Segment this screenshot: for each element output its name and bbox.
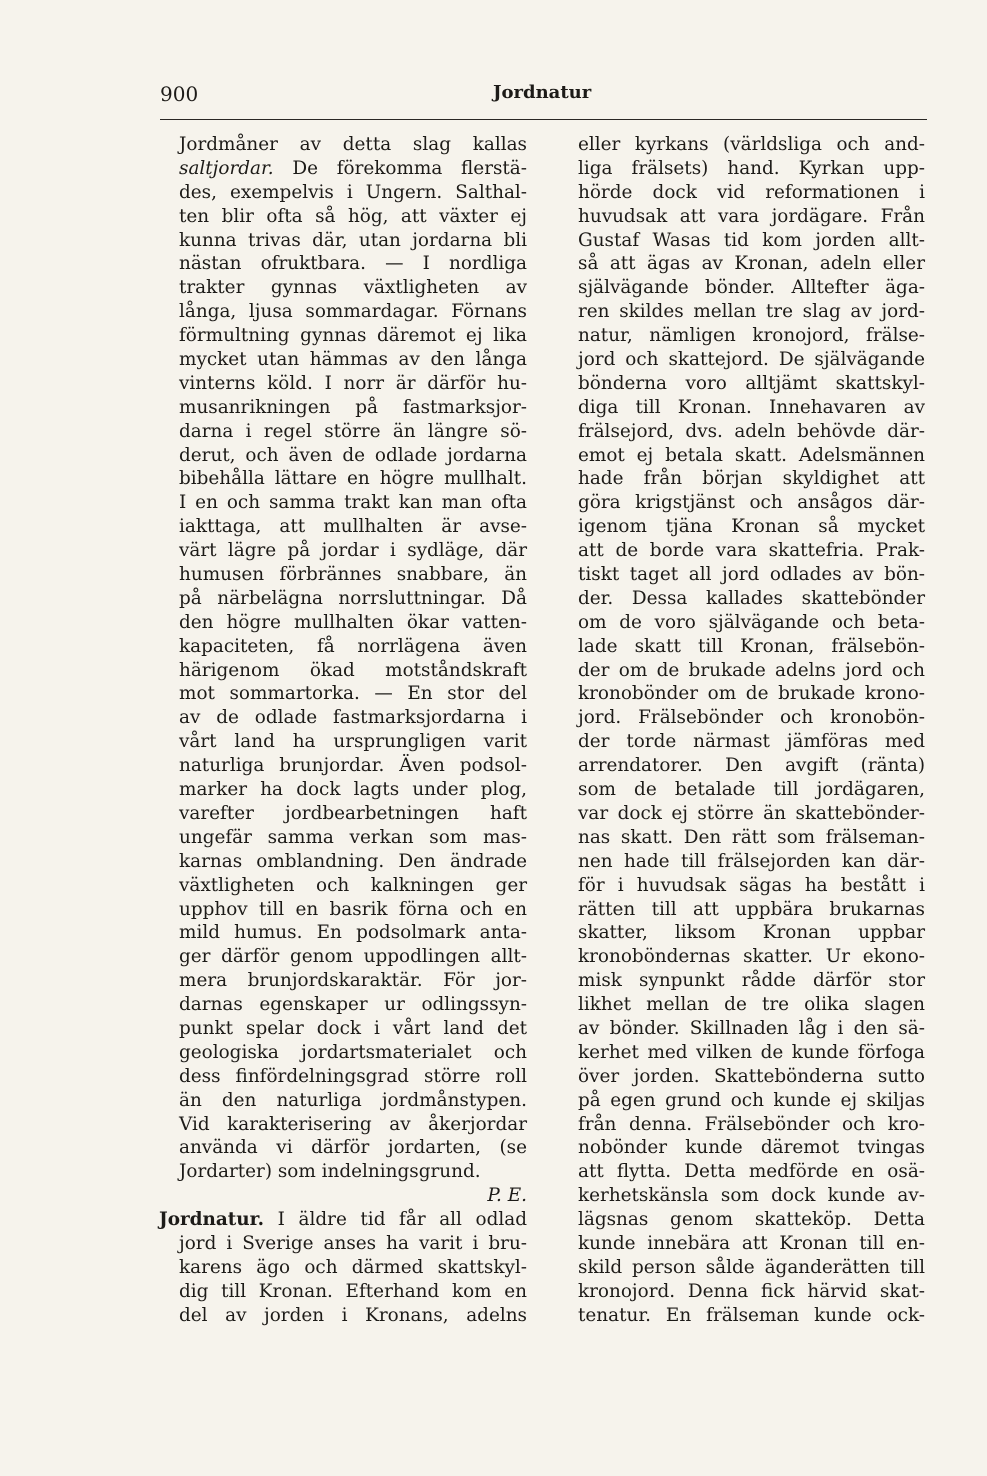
text-line: jord och skattejord. De självägande: [578, 349, 925, 371]
text-line: var dock ej större än skattebönder-: [578, 802, 925, 824]
text-line: ten blir ofta så hög, att växter ej: [179, 205, 527, 227]
text-line: nobönder kunde däremot tvingas: [578, 1137, 925, 1159]
text-line: [179, 157, 527, 181]
text-line: punkt spelar dock i vårt land det: [179, 1017, 527, 1039]
text-line: liga frälsets) hand. Kyrkan upp-: [578, 157, 925, 179]
page-number: 900: [160, 82, 199, 106]
text-line: så att ägas av Kronan, adeln eller: [578, 253, 925, 275]
text-line: bibehålla lättare en högre mullhalt.: [179, 468, 527, 490]
page-header: [160, 78, 927, 118]
text-line: humusen förbrännes snabbare, än: [179, 564, 527, 586]
text-line: eller kyrkans (världsliga och and-: [578, 134, 925, 155]
text-line: kunde innebära att Kronan till en-: [578, 1232, 925, 1254]
entry-line: jord i Sverige anses ha varit i bru-: [179, 1232, 527, 1254]
text-line: geologiska jordartsmaterialet och: [179, 1041, 527, 1063]
text-line: Jordarter) som indelningsgrund.: [179, 1161, 481, 1183]
entry-first-line: [159, 1208, 527, 1232]
text-line: att de borde vara skattefria. Prak-: [578, 540, 925, 562]
text-line: långa, ljusa sommardagar. Förnans: [179, 301, 527, 323]
text-line: der om de brukade adelns jord och: [578, 659, 925, 681]
text-line: kapaciteten, få norrlägena även: [179, 635, 527, 657]
text-line: vårt land ha ursprungligen varit: [179, 731, 527, 753]
text-line: trakter gynnas växtligheten av: [179, 277, 527, 299]
text-line: kunna trivas där, utan jordarna bli: [179, 229, 527, 251]
text-line: musanrikningen på fastmarksjor-: [179, 396, 527, 418]
text-line: derut, och även de odlade jordarna: [179, 444, 527, 466]
text-line: des, exempelvis i Ungern. Salthal-: [179, 181, 527, 203]
text-line: dess finfördelningsgrad större roll: [179, 1065, 527, 1087]
text-line: kerhet med vilken de kunde förfoga: [578, 1041, 925, 1063]
text-line: nästan ofruktbara. — I nordliga: [179, 253, 527, 275]
text-line: upphov till en basrik förna och en: [179, 898, 527, 920]
text-line: diga till Kronan. Innehavaren av: [578, 396, 925, 418]
text-line: än den naturliga jordmånstypen.: [179, 1089, 527, 1111]
text-line: från denna. Frälsebönder och kro-: [578, 1113, 925, 1135]
text-line: igenom tjäna Kronan så mycket: [578, 516, 925, 538]
text-line: bönderna voro alltjämt skattskyl-: [578, 372, 925, 394]
text-line: värt lägre på jordar i sydläge, där: [179, 540, 527, 562]
text-line: den högre mullhalten ökar vatten-: [179, 611, 527, 633]
text-line: av de odlade fastmarksjordarna i: [179, 707, 527, 729]
text-line: om de voro självägande och beta-: [578, 611, 925, 633]
text-line: på egen grund och kunde ej skiljas: [578, 1089, 925, 1111]
text-line: hörde dock vid reformationen i: [578, 181, 925, 203]
text-line: I en och samma trakt kan man ofta: [179, 492, 527, 514]
text-line: frälsejord, dvs. adeln behövde där-: [578, 420, 925, 442]
text-line: hade från början skyldighet att: [578, 468, 925, 490]
text-line: rätten till att uppbära brukarnas: [578, 898, 925, 920]
text-line: huvudsak att vara jordägare. Från: [578, 205, 925, 227]
text-line: darnas egenskaper ur odlingssyn-: [179, 994, 527, 1016]
text-line: ungefär samma verkan som mas-: [179, 826, 527, 848]
text-line: der torde närmast jämföras med: [578, 731, 925, 753]
text-line: Jordmåner av detta slag kallas: [179, 134, 527, 155]
text-line: som de betalade till jordägaren,: [578, 779, 925, 801]
text-line: Vid karakterisering av åkerjordar: [179, 1113, 527, 1135]
text-line: natur, nämligen kronojord, frälse-: [578, 325, 925, 347]
entry-text: I äldre tid får all odlad: [264, 1209, 527, 1231]
text-line: likhet mellan de tre olika slagen: [578, 994, 925, 1016]
entry-headword: Jordnatur.: [159, 1209, 265, 1231]
running-head: Jordnatur: [493, 82, 592, 103]
text-line: kronobönder om de brukade krono-: [578, 683, 925, 705]
text-line: använda vi därför jordarten, (se: [179, 1137, 527, 1159]
text-line: över jorden. Skattebönderna sutto: [578, 1065, 925, 1087]
text-line: kerhetskänsla som dock kunde av-: [578, 1185, 925, 1207]
left-column: [159, 133, 527, 1328]
text-line: skild person sålde äganderätten till: [578, 1256, 925, 1278]
text-line: varefter jordbearbetningen haft: [179, 802, 527, 824]
text-line: naturliga brunjordar. Även podsol-: [179, 755, 527, 777]
text-line: kronojord. Denna fick härvid skat-: [578, 1280, 925, 1302]
entry-line: dig till Kronan. Efterhand kom en: [179, 1280, 527, 1302]
text-line: lade skatt till Kronan, frälsebön-: [578, 635, 925, 657]
text-line: emot ej betala skatt. Adelsmännen: [578, 444, 925, 466]
text-line: arrendatorer. Den avgift (ränta): [578, 755, 925, 777]
text-line: på närbelägna norrsluttningar. Då: [179, 587, 527, 609]
text-line: Gustaf Wasas tid kom jorden allt-: [578, 229, 925, 251]
text-line: tiskt taget all jord odlades av bön-: [578, 564, 925, 586]
header-rule: [160, 119, 927, 120]
text-line: jord. Frälsebönder och kronobön-: [578, 707, 925, 729]
text-line: av bönder. Skillnaden låg i den sä-: [578, 1017, 925, 1039]
text-line: mycket utan hämmas av den långa: [179, 349, 527, 371]
text-line: nen hade till frälsejorden kan där-: [578, 850, 925, 872]
text-line: kronoböndernas skatter. Ur ekono-: [578, 946, 925, 968]
entry-line: del av jorden i Kronans, adelns: [179, 1304, 527, 1326]
text-line: ger därför genom uppodlingen allt-: [179, 946, 527, 968]
author-signature: P. E.: [487, 1185, 527, 1207]
text-line: misk synpunkt rådde därför stor: [578, 970, 925, 992]
text-line: ren skildes mellan tre slag av jord-: [578, 301, 925, 323]
text-fragment: De förekomma flerstä-: [273, 157, 527, 179]
text-line: karnas omblandning. Den ändrade: [179, 850, 527, 872]
text-line: att flytta. Detta medförde en osä-: [578, 1161, 925, 1183]
right-column: [578, 133, 925, 1328]
text-line: härigenom ökad motståndskraft: [179, 659, 527, 681]
text-line: mera brunjordskaraktär. För jor-: [179, 970, 527, 992]
text-line: mild humus. En podsolmark anta-: [179, 922, 527, 944]
text-line: iakttaga, att mullhalten är avse-: [179, 516, 527, 538]
text-line: darna i regel större än längre sö-: [179, 420, 527, 442]
entry-line: karens ägo och därmed skattskyl-: [179, 1256, 527, 1278]
text-line: förmultning gynnas däremot ej lika: [179, 325, 527, 347]
text-line: der. Dessa kallades skattebönder: [578, 587, 925, 609]
text-line: nas skatt. Den rätt som frälseman-: [578, 826, 925, 848]
italic-term: saltjordar.: [179, 157, 274, 179]
text-line: växtligheten och kalkningen ger: [179, 874, 527, 896]
text-line: tenatur. En frälseman kunde ock-: [578, 1304, 925, 1326]
text-line: lägsnas genom skatteköp. Detta: [578, 1209, 925, 1231]
text-line: självägande bönder. Alltefter äga-: [578, 277, 925, 299]
text-line: mot sommartorka. — En stor del: [179, 683, 527, 705]
text-line: göra krigstjänst och ansågos där-: [578, 492, 925, 514]
text-line: marker ha dock lagts under plog,: [179, 779, 527, 801]
text-line: för i huvudsak sägas ha bestått i: [578, 874, 925, 896]
text-line: skatter, liksom Kronan uppbar: [578, 922, 925, 944]
text-line: vinterns köld. I norr är därför hu-: [179, 372, 527, 394]
